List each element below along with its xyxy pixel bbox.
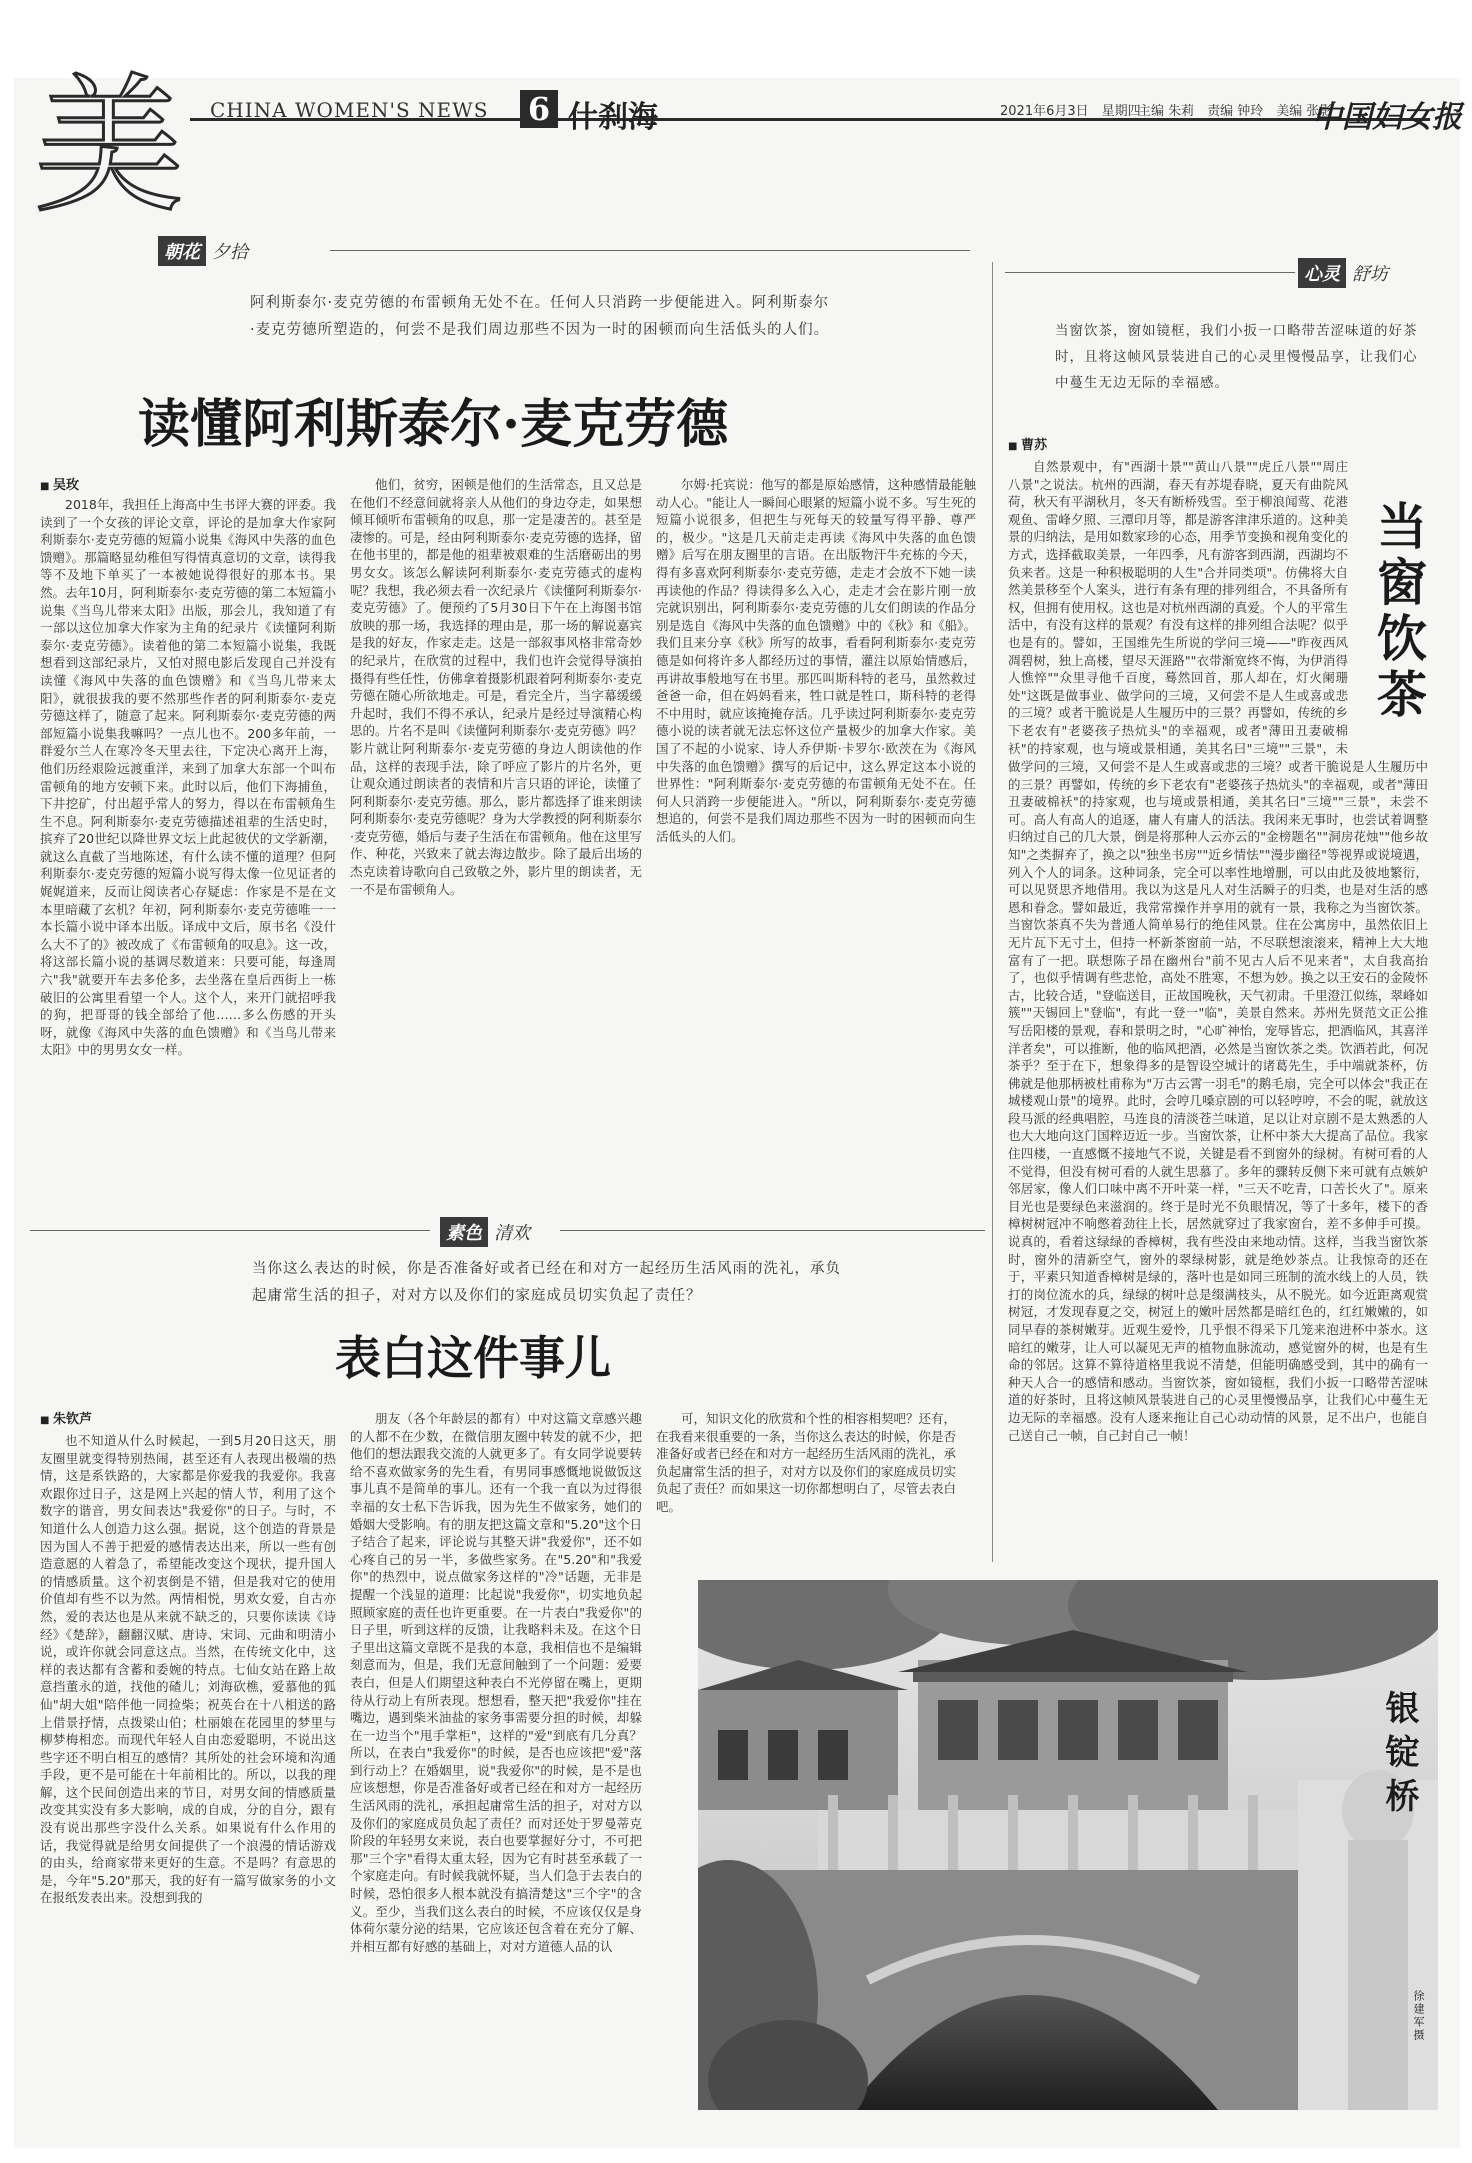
article3-column-top — [1008, 458, 1348, 758]
article1-paragraph: 2018年，我担任上海高中生书评大赛的评委。我读到了一个女孩的评论文章，评论的是加拿大作家阿利斯泰尔·麦克劳德的短篇小说集《海风中失落的血色馈赠》。那篇略显幼稚但写得情真意切的文章，读得我等不及地下单买了一本被她说得很好的那本书。果然。去年10月，阿利斯泰尔·麦克劳德的第二本短篇小说集《当鸟儿带来太阳》出版，那会儿，我知道了有一部以这位加拿大作家为主角的纪录片《读懂阿利斯泰尔·麦克劳德》。读着他的第二本短篇小说集，我既想看到这部纪录片，又怕对照电影后发现自己并没有读懂《海风中失落的血色馈赠》和《当鸟儿带来太阳》，就很拔我的要不然那些作者的阿利斯泰尔·麦克劳德这样了，随意了起来。阿利斯泰尔·麦克劳德的两部短篇小说集我嘛吗？一点儿也不。200多年前，一群爱尔兰人在寒冷冬天里去往，下定决心离开上海，他们历经艰险远渡重洋，来到了加拿大东部一个叫布雷顿角的地方安顿下来。此时以后，他们下海捕鱼，下井挖矿，付出超乎常人的努力，得以在布雷顿角生生不息。阿利斯泰尔·麦克劳德描述祖辈的生活史时，摈弃了20世纪以降世界文坛上此起彼伏的文学新潮，就这么直截了当地陈述，有什么读不懂的道理？但阿利斯泰尔·麦克劳德的短篇小说写得太像一位见证者的娓娓道来，反而让阅读者心存疑虑：作家是不是在文本里暗藏了玄机？年初，阿利斯泰尔·麦克劳德唯一一本长篇小说中译本出版。译成中文后，原书名《没什么大不了的》被改成了《布雷顿角的叹息》。这一改，将这部长篇小说的基调尽数道来：只要可能，每逢周六"我"就要开车去多伦多，去坐落在皇后西街上一栋破旧的公寓里看望一个人。这个人，来开门就招呼我的狗，把哥哥的钱全部给了他……多么伤感的开头呀，就像《海风中失落的血色馈赠》和《当鸟儿带来太阳》中的男男女女一样。 — [40, 497, 336, 1058]
tag-dark: 心灵 — [1298, 258, 1346, 288]
article2-paragraph: 也不知道从什么时候起，一到5月20日这天，朋友圈里就变得特别热闹，甚至还有人表现出极端的热情，这是系铁路的，大家都是你爱我的我爱你。我喜欢跟你过日子，这是网上兴起的情人节，利用了这个数字的谐音，男女间表达"我爱你"的日子。与时，不知道什么人创造力这么强。据说，这个创造的背景是因为国人不善于把爱的感情表达出来，所以一些有创造意愿的人着急了，希望能改变这个现状，提升国人的情感质量。这个初衷倒是不错，但是我对它的使用价值却有些不以为然。两情相悦，男欢女爱，自古亦然，爱的表达也是从来就不缺乏的，只要你读读《诗经》《楚辞》，翻翻汉赋、唐诗、宋词、元曲和明清小说，或许你就会同意这点。当然，在传统文化中，这样的表达都有含蓄和委婉的特点。七仙女站在路上故意挡董永的道，找他的碴儿；刘海砍樵，爱慕他的狐仙"胡大姐"陪伴他一同捡柴；祝英台在十八相送的路上借景抒情，点拨梁山伯；杜丽娘在花园里的梦里与柳梦梅相恋。而现代年轻人自由恋爱聪明，不说出这些字还不明白相互的感情？其所处的社会环境和沟通手段，更不是可能在十年前相比的。所以，以我的理解，这个民间创造出来的节日，对男女间的情感质量改变其实没有多大影响，成的自成，分的自分，跟有没有说出那些字没什么关系。如果说有什么作用的话，我觉得就是给男女间提供了一个浪漫的情话游戏的由头，给商家带来更好的生意。不是吗？有意思的是，今年"5.20"那天，我的好有一篇写做家务的小文在报纸发表出来。没想到我的 — [40, 1433, 336, 1906]
photo-credit: 徐建军摄 — [1412, 1990, 1425, 2042]
tag-light: 清欢 — [494, 1223, 530, 1244]
article2-intro: 当你这么表达的时候，你是否准备好或者已经在和对方一起经历生活风雨的洗礼，承负起庸常生活的担子，对对方以及你们的家庭成员切实负起了责任？ — [252, 1261, 841, 1304]
tag-light: 夕拾 — [212, 242, 248, 263]
tag-dark: 素色 — [440, 1217, 488, 1247]
photo-title: 银锭桥 — [1379, 1690, 1419, 1822]
header-section-name: 什刹海 — [568, 100, 658, 135]
header-date: 2021年6月3日 星期四 — [1000, 104, 1141, 119]
article1-intro: 阿利斯泰尔·麦克劳德的布雷顿角无处不在。任何人只消跨一步便能进入。阿利斯泰尔·麦克劳德所塑造的，何尝不是我们周边那些不因为一时的困顿而向生活低头的人们。 — [250, 295, 830, 338]
tag-rule — [1005, 272, 1295, 273]
header-page-number: 6 — [520, 90, 558, 128]
article2-paragraph: 可，知识文化的欣赏和个性的相容相契吧？还有，在我看来很重要的一条，当你这么表达的时候，你是否准备好或者已经在和对方一起经历生活风雨的洗礼，承负起庸常生活的担子，对对方以及你们的家庭成员切实负起了责任？而如果这一切你都想明白了，尽管去表白吧。 — [656, 1411, 956, 1514]
article1-column-2 — [350, 476, 642, 1196]
article2-column-1 — [40, 1432, 336, 2132]
tag-rule — [560, 1230, 985, 1231]
photo-yinding-bridge — [698, 1580, 1438, 2110]
article2-column-2 — [350, 1410, 642, 2132]
article3-paragraph-flow: 做学问的三境，又何尝不是人生或喜或悲的三境？或者干脆说是人生履历中的三景？再譬如，传统的乡下老农有"老婆孩子热炕头"的幸福观，或者"薄田丑妻破棉袄"的持家观，也与境或景相通，美其名曰"三境""三景"，未尝不可。高人有高人的追逐，庸人有庸人的活法。我闲来无事时，也尝试着调整归纳过自己的几大景，倒是将那种人云亦云的"金榜题名""洞房花烛""他乡故知"之类摒弃了，换之以"独坐书房""近乡情怯""漫步幽径"等视界或说境遇，列入个人的词条。这种词条，完全可以率性地增删，可以由此及彼地繁衍，可以见贤思齐地借用。我以为这是凡人对生活瞬子的归类，也是对生活的感恩和眷念。譬如最近，我常常操作并享用的就有一景，我称之为当窗饮茶。当窗饮茶真不失为普通人简单易行的绝佳风景。住在公寓房中，虽然依旧上无片瓦下无寸土，但持一杯新茶窗前一站，不尽联想滚滚来，精神上大大地富有了一把。联想陈子昂在幽州台"前不见古人后不见来者"，太自我高抬了，也似乎情调有些悲怆，高处不胜寒，不想为妙。换之以王安石的金陵怀古，比较合适，"登临送目，正故国晚秋，天气初肃。千里澄江似练，翠峰如簇""天锡回上"登临"，有此一登一"临"，美景自然来。苏州先贤范文正公推写岳阳楼的景观，春和景明之时，"心旷神怡，宠辱皆忘，把酒临风，其喜洋洋者矣"，可以推断，他的临风把酒，必然是当窗饮茶之类。饮酒若此，何况茶乎？至于在下，想象得多的是智设空城计的诸葛先生，手中端就茶杯，仿佛就是他那柄被杜甫称为"万古云霄一羽毛"的鹅毛扇，完全可以体会"我正在城楼观山景"的境界。此时，会哼几嗓京剧的可以轻哼哼，不会的呢，就放这段马派的经典唱腔，马连良的清淡苍兰味道，足以让对京剧不是太熟悉的人也大大地向这门国粹迈近一步。当窗饮茶，让杯中茶大大提高了品位。我家住四楼，一直感慨不接地气不说，关键是看不到窗外的绿树。有树可看的人不觉得，但没有树可看的人就生思慕了。多年的骤转反侧下来可就有点嫉妒邻居家，像人们口味中离不开叶菜一样，"三天不吃青，口苦长火了"。原来目光也是要绿色来滋润的。终于是时光不负眼情况，等了十多年，楼下的香樟树树冠冲不响憋着劲往上长，居然就穿过了我家窗台，差不多伸手可摸。说真的，看着这绿绿的香樟树，我有些没由来地动情。这样，当我当窗饮茶时，窗外的清新空气，窗外的翠绿树影，就是绝妙茶点。让我惊奇的还在于，平素只知道香樟树是绿的，落叶也是如同三班制的流水线上的人员，铁打的岗位流水的兵，绿绿的树叶总是缀满枝头，从不脱光。如今近距离观赏树冠，才发现春夏之交，树冠上的嫩叶居然都是暗红色的，红红嫩嫩的，如同早春的茶树嫩芽。近观生爱怜，几乎恨不得采下几笼来泡进杯中茶水。这暗红的嫩芽，让人可以凝见无声的植物血脉流动，感觉窗外的树，也是有生命的邻居。这算不算待道格里我说不清楚，但能明确感受到，其中的确有一种天人合一的感情和感动。当窗饮茶，窗如镜框，我们小扳一口略带苦涩味道的好茶时，且将这帧风景装进自己的心灵里慢慢品享，让我们心中蔓生无边无际的幸福感。没有人逐来拖让自己心动动情的风景，足不出户，也能自己送自己一帧，自己封自己一帧！ — [1008, 759, 1428, 1443]
header-brand: 中国妇女报 — [1312, 100, 1462, 135]
article1-column-1 — [40, 496, 336, 1196]
article3-author: ■ 曹苏 — [1008, 434, 1047, 453]
column-tag-xinling — [1298, 258, 1394, 288]
article1-author: ■ 吴玫 — [40, 474, 79, 493]
article3-intro: 当窗饮茶，窗如镜框，我们小扳一口略带苦涩味道的好茶时，且将这帧风景装进自己的心灵里慢慢品享，让我们心中蔓生无边无际的幸福感。 — [1055, 323, 1418, 391]
article2-paragraph: 朋友（各个年龄层的都有）中对这篇文章感兴趣的人都不在少数，在微信朋友圈中转发的就不少，把他们的想法跟我交流的人就更多了。有女同学说要转给不喜欢做家务的先生看，有男同事感慨地说做饭这事儿真不是简单的事儿。还有一个我一直以为过得很幸福的女士私下告诉我，因为先生不做家务，她们的婚姻大受影响。有的朋友把这篇文章和"5.20"这个日子结合了起来，评论说与其整天讲"我爱你"，还不如心疼自己的另一半，多做些家务。在"5.20"和"我爱你"的热烈中，说点做家务这样的"冷"话题，无非是提醒一个浅显的道理：比起说"我爱你"，切实地负起照顾家庭的责任也许更重要。在一片表白"我爱你"的日子里，听到这样的反馈，让我略料未及。在这个日子里出这篇文章既不是我的本意，我相信也不是编辑刻意而为，但是，我们无意间触到了一个问题：爱要表白，但是人们期望这种表白不光停留在嘴上，更期待从行动上有所表现。想想看，整天把"我爱你"挂在嘴边，遇到柴米油盐的家务事需要分担的时候，却躲在一边当个"甩手掌柜"，这样的"爱"到底有几分真？所以，在表白"我爱你"的时候，是否也应该把"爱"落到行动上？在婚姻里，说"我爱你"的时候，是不是也应该想想，你是否准备好或者已经在和对方一起经历生活风雨的洗礼，承担起庸常生活的担子，对对方以及你们的家庭成员负起了责任？而对还处于罗曼蒂克阶段的年轻男女来说，表白也要掌握好分寸，不可把那"三个字"看得太重太轻，因为它有时甚至承载了一个家庭走向。有时候我就怀疑，当人们急于去表白的时候，恐怕很多人根本就没有搞清楚这"三个字"的含义。至少，当我们这么表白的时候，不应该仅仅是身体荷尔蒙分泌的结果，它应该还包含着在充分了解、并相互都有好感的基础上，对对方道德人品的认 — [350, 1411, 642, 1954]
article1-paragraph: 尔姆·托宾说：他写的都是原始感情，这种感情最能触动人心。"能让人一瞬间心眼紧的短篇小说不多。写生死的短篇小说很多，但把生与死每天的较量写得平静、尊严的，极少。"这是几天前走走再读《海风中失落的血色馈赠》后写在朋友圈里的言语。在出版物汗牛充栋的今天，得有多喜欢阿利斯泰尔·麦克劳德，走走才会放不下她一读再读他的作品？得读得多么入心，走走才会在影片刚一放完就识别出，阿利斯泰尔·麦克劳德的儿女们朗读的作品分别是选自《海风中失落的血色馈赠》中的《秋》和《船》。我们且来分享《秋》所写的故事，看看阿利斯泰尔·麦克劳德是如何将许多人都经历过的事情，灌注以原始情感后，再讲故事般地写在书里。那匹叫斯科特的老马，虽然救过爸爸一命，但在妈妈看来，牲口就是牲口，斯科特的老得不中用时，就应该掩掩存活。几乎读过阿利斯泰尔·麦克劳德小说的读者就无法忘怀这位产量极少的加拿大作家。美国了不起的小说家、诗人乔伊斯·卡罗尔·欧茨在为《海风中失落的血色馈赠》撰写的后记中，这么界定这本小说的世界性："阿利斯泰尔·麦克劳德的布雷顿角无处不在。任何人只消跨一步便能进入。"所以，阿利斯泰尔·麦克劳德想追的，何尝不是我们周边那些不因为一时的困顿而向生活低头的人们。 — [656, 477, 976, 844]
article1-column-3 — [656, 476, 976, 1196]
article1-paragraph: 他们，贫穷，困顿是他们的生活常态，且又总是在他们不经意间就将亲人从他们的身边夺走，如果想倾耳倾听布雷顿角的叹息，那一定是凄苦的。甚至是凄惨的。可是，经由阿利斯泰尔·麦克劳德的选择，留在他书里的，都是他的祖辈被艰难的生活磨砺出的男男女女。该怎么解读阿利斯泰尔·麦克劳德式的虚构呢？我想，我必须去看一次纪录片《读懂阿利斯泰尔·麦克劳德》了。便预约了5月30日下午在上海图书馆放映的那一场，我选择的理由是，那一场的解说嘉宾是我的好友，作家走走。这是一部叙事风格非常奇妙的纪录片，在欣赏的过程中，我们也许会觉得导演拍摄得有些任性，仿佛拿着摄影机跟着阿利斯泰尔·麦克劳德在随心所欲地走。可是，看完全片，当字幕缓缓升起时，我们不得不承认，纪录片是经过导演精心构思的。片名不是叫《读懂阿利斯泰尔·麦克劳德》吗？影片就让阿利斯泰尔·麦克劳德的身边人朗读他的作品，这样的表现手法，除了呼应了影片的片名外，更让观众通过朗读者的表情和片言只语的评论，读懂了阿利斯泰尔·麦克劳德。那么，影片都选择了谁来朗读阿利斯泰尔·麦克劳德呢？身为大学教授的阿利斯泰尔·麦克劳德，婚后与妻子生活在布雷顿角。他在这里写作、种花，兴致来了就去海边散步。除了最后出场的杰克读着诗歌向自己致敬之外，影片里的朗读者，无一不是布雷顿角人。 — [350, 477, 642, 897]
article3-paragraph: 自然景观中，有"西湖十景""黄山八景""虎丘八景""周庄八景"之说法。杭州的西湖，春天有苏堤春晓，夏天有曲院风荷，秋天有平湖秋月，冬天有断桥残雪。至于柳浪闻莺、花港观鱼、雷峰夕照、三潭印月等，都是游客津津乐道的。这种美景的归纳法，是用如数家珍的心态，用季节变换和视角变化的方式，选择截取美景，一年四季，凡有游客到西湖，西湖均不负来者。这是一种积极聪明的人生"合并同类项"。仿佛将大自然美景移至个人案头，进行有条有理的排列组合，不具备所有权，但拥有使用权。这也是对杭州西湖的真爱。个人的平常生活中，有没有这样的景观？有没有这样的排列组合法呢？似乎也是有的。譬如，王国维先生所说的学问三境——"昨夜西风凋碧树，独上高楼，望尽天涯路""衣带渐宽终不悔，为伊消得人憔悴""众里寻他千百度，蓦然回首，那人却在，灯火阑珊处"这既是做事业、做学问的三境，又何尝不是人生或喜或悲的三境？或者干脆说是人生履历中的三景？再譬如，传统的乡下老农有"老婆孩子热炕头"的幸福观，或者"薄田丑妻破棉袄"的持家观，也与境或景相通，美其名曰"三境""三景"，未 — [1008, 459, 1348, 756]
article2-author: ■ 朱钦芦 — [40, 1408, 92, 1427]
article3-column-rest — [1008, 758, 1428, 1568]
article3-title: 当窗饮茶 — [1369, 500, 1428, 724]
article2-title: 表白这件事儿 — [335, 1331, 611, 1385]
header-paper-english: CHINA WOMEN'S NEWS — [210, 98, 489, 122]
tag-light: 舒坊 — [1352, 264, 1388, 285]
column-divider — [992, 262, 993, 1562]
column-tag-suse — [440, 1217, 536, 1247]
header-editors: 主编 朱莉 责编 钟玲 美编 张影 — [1138, 104, 1333, 119]
article1-title: 读懂阿利斯泰尔·麦克劳德 — [138, 394, 729, 455]
header-big-character: 美 — [34, 60, 185, 234]
tag-rule — [330, 250, 970, 251]
photo-illustration — [698, 1580, 1438, 2110]
tag-dark: 朝花 — [158, 236, 206, 266]
column-tag-zhaohua — [158, 236, 254, 266]
article2-column-3 — [656, 1410, 956, 1570]
tag-rule — [30, 1230, 430, 1231]
